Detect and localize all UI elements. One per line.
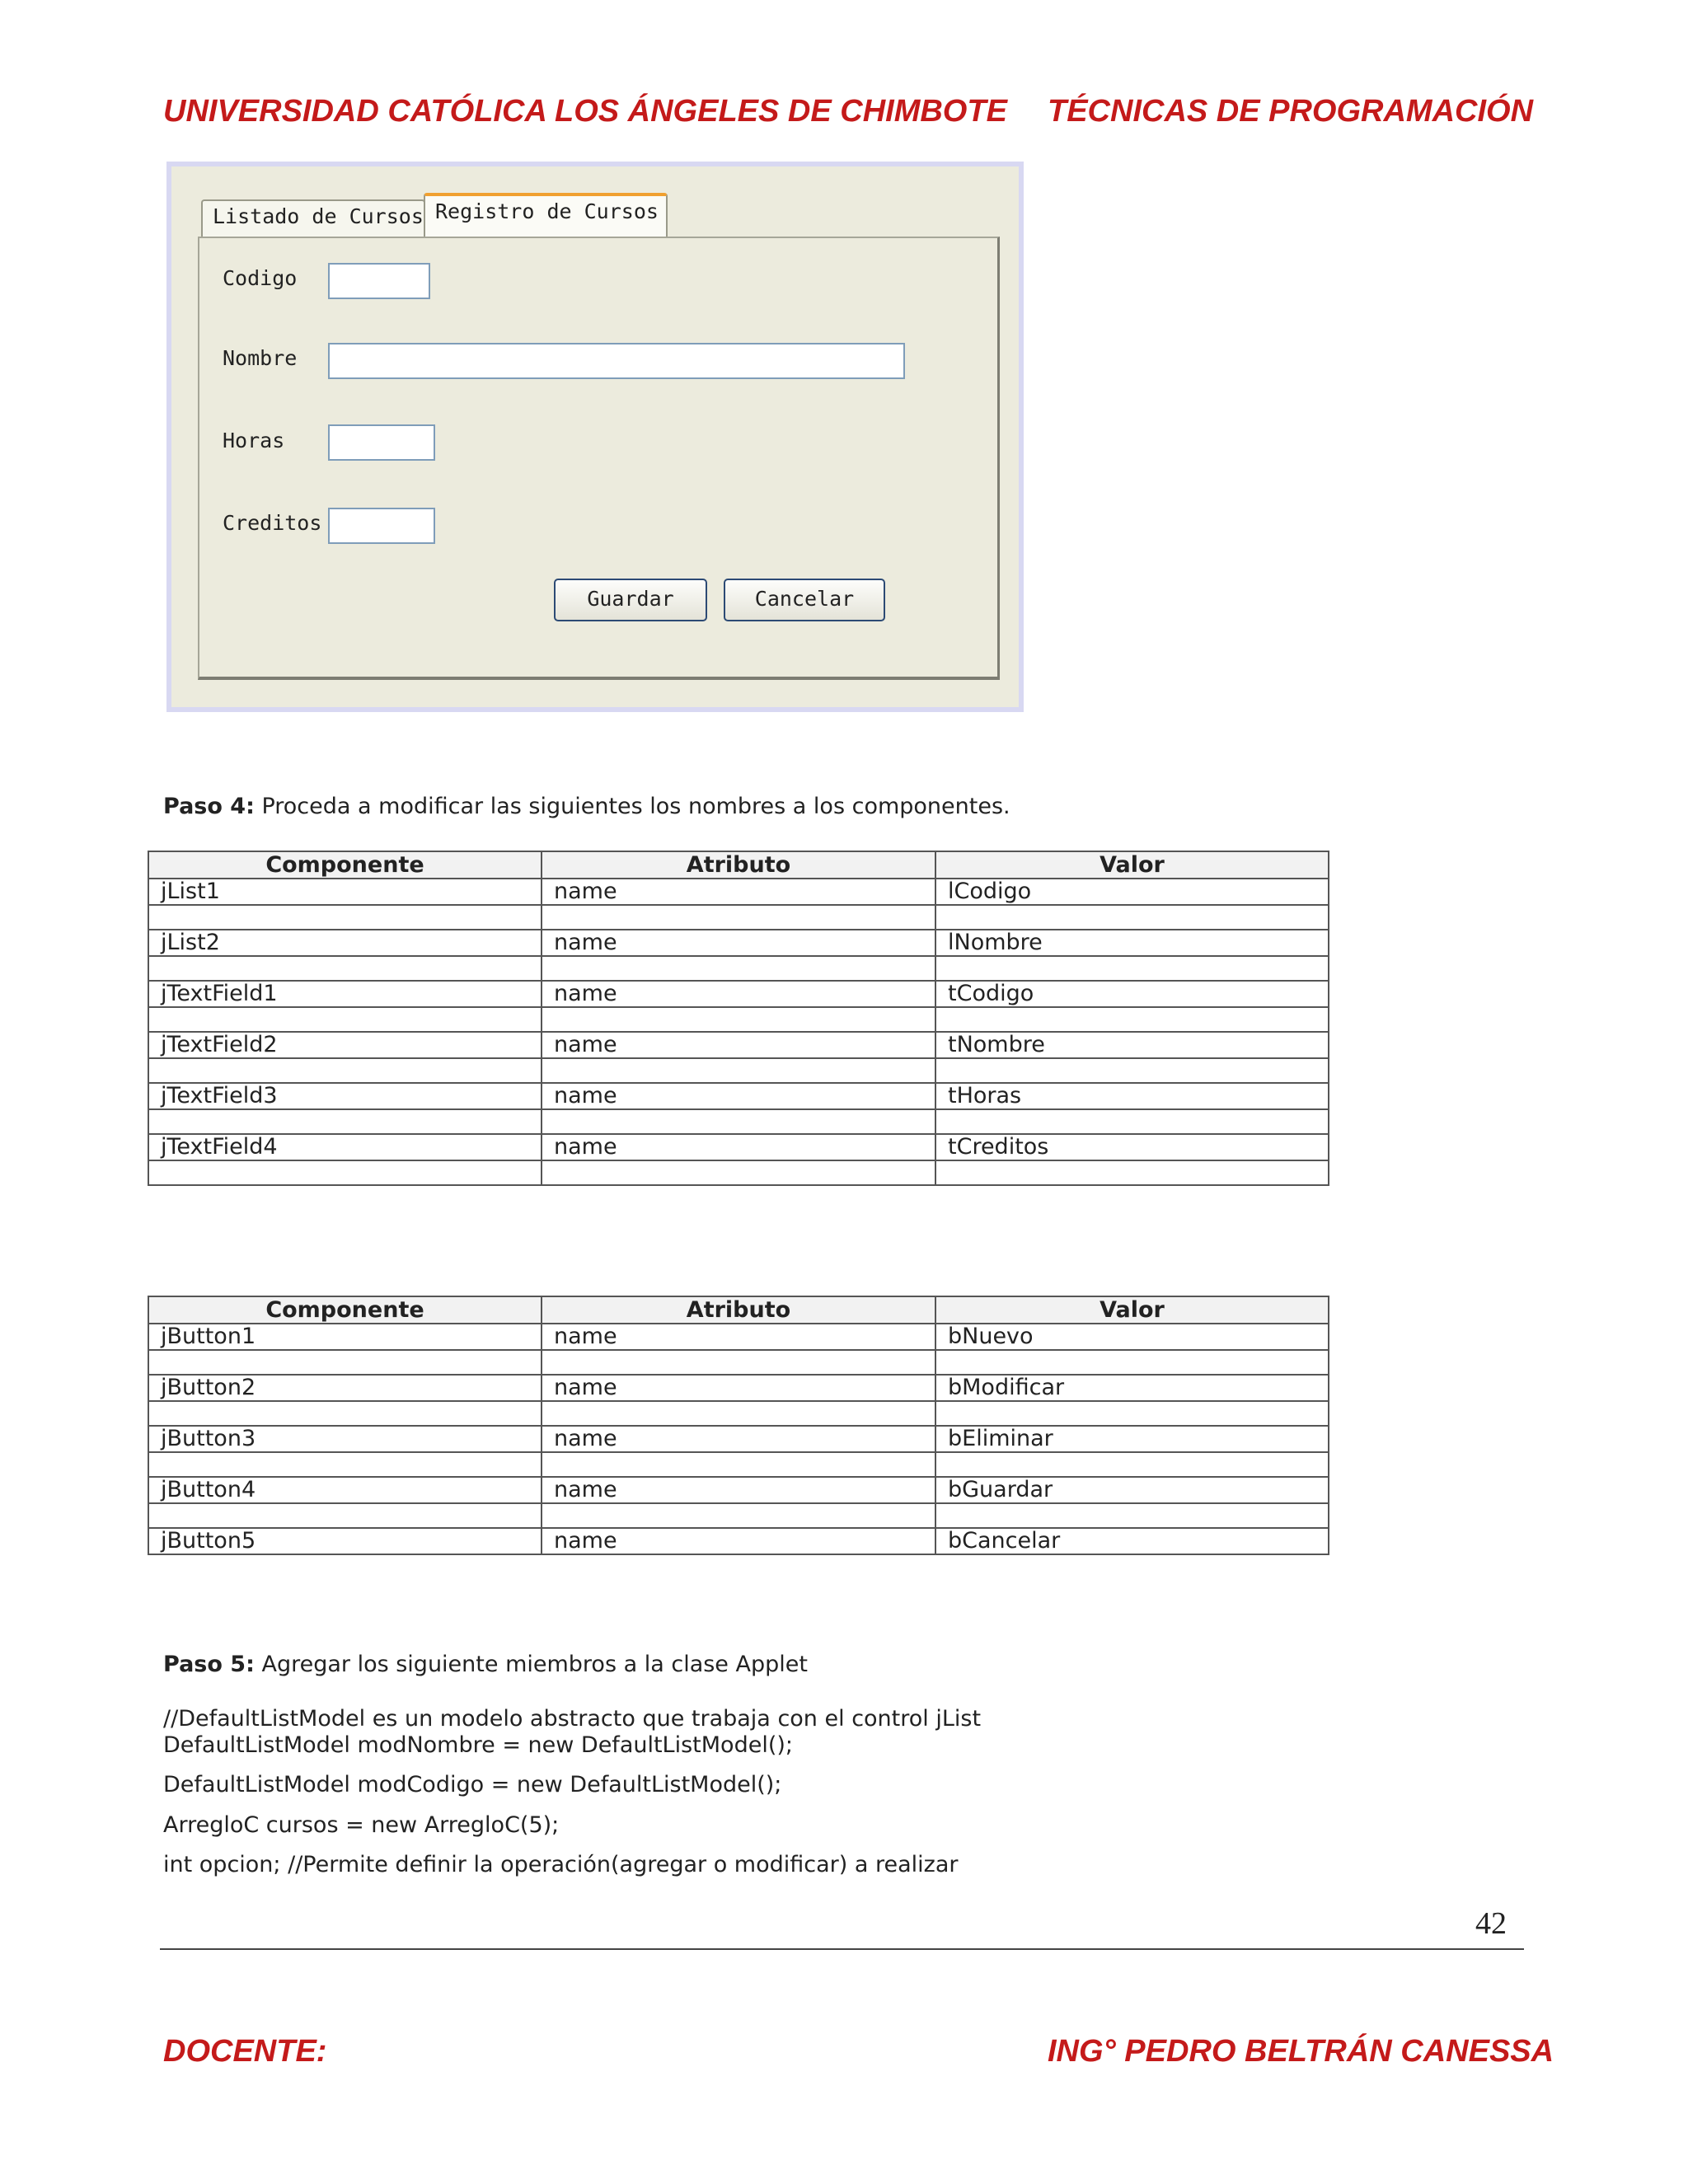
table-cell: bEliminar bbox=[935, 1426, 1329, 1452]
footer-divider bbox=[160, 1948, 1524, 1950]
table-cell bbox=[935, 905, 1329, 930]
paso4-paragraph bbox=[163, 794, 1010, 819]
nombre-input[interactable] bbox=[328, 343, 905, 379]
table-cell bbox=[935, 1109, 1329, 1134]
table-cell: jList1 bbox=[148, 879, 542, 905]
components-table-1 bbox=[148, 851, 1329, 1186]
table-cell bbox=[148, 1503, 542, 1528]
table-cell: jButton4 bbox=[148, 1477, 542, 1503]
code-line-modnombre: DefaultListModel modNombre = new DefaultListModel(); bbox=[163, 1732, 793, 1758]
creditos-input[interactable] bbox=[328, 508, 435, 544]
paso4-text: Proceda a modificar las siguientes los nombres a los componentes. bbox=[254, 794, 1010, 819]
page-number: 42 bbox=[1475, 1906, 1507, 1941]
table-cell bbox=[542, 956, 935, 981]
table-cell bbox=[935, 1007, 1329, 1032]
table-cell bbox=[148, 956, 542, 981]
table-cell: tCodigo bbox=[935, 981, 1329, 1007]
table-cell: name bbox=[542, 930, 935, 956]
footer-teacher-name: ING° PEDRO BELTRÁN CANESSA bbox=[1048, 2034, 1554, 2069]
paso4-label: Paso 4: bbox=[163, 794, 255, 819]
table-cell: bNuevo bbox=[935, 1324, 1329, 1350]
registro-panel bbox=[198, 237, 1000, 680]
header-componente: Componente bbox=[148, 1296, 542, 1324]
code-line-comment: //DefaultListModel es un modelo abstracto que trabaja con el control jList bbox=[163, 1706, 982, 1732]
table-row bbox=[148, 1503, 1329, 1528]
table-cell bbox=[542, 905, 935, 930]
table-cell: name bbox=[542, 1324, 935, 1350]
horas-label: Horas bbox=[223, 429, 285, 452]
table-row bbox=[148, 1401, 1329, 1426]
table-row bbox=[148, 1083, 1329, 1109]
table-cell bbox=[148, 1350, 542, 1375]
table-cell: jButton5 bbox=[148, 1528, 542, 1554]
table-cell: name bbox=[542, 879, 935, 905]
table-cell: bGuardar bbox=[935, 1477, 1329, 1503]
table-cell: tNombre bbox=[935, 1032, 1329, 1058]
table-header-row bbox=[148, 1296, 1329, 1324]
table-cell: lNombre bbox=[935, 930, 1329, 956]
header-atributo: Atributo bbox=[542, 1296, 935, 1324]
table-row bbox=[148, 1528, 1329, 1554]
table-row bbox=[148, 1032, 1329, 1058]
table-row bbox=[148, 1058, 1329, 1083]
horas-input[interactable] bbox=[328, 424, 435, 461]
table-cell: name bbox=[542, 1426, 935, 1452]
table-cell: name bbox=[542, 981, 935, 1007]
table-cell: bModificar bbox=[935, 1375, 1329, 1401]
header-university: UNIVERSIDAD CATÓLICA LOS ÁNGELES DE CHIMBOTE bbox=[163, 94, 1007, 129]
table-row bbox=[148, 1134, 1329, 1160]
table-cell: jButton3 bbox=[148, 1426, 542, 1452]
table-cell bbox=[148, 1109, 542, 1134]
codigo-label: Codigo bbox=[223, 266, 298, 290]
guardar-button[interactable]: Guardar bbox=[554, 579, 707, 621]
table-row bbox=[148, 1324, 1329, 1350]
table-cell bbox=[542, 1109, 935, 1134]
header-valor: Valor bbox=[935, 1296, 1329, 1324]
table-cell: name bbox=[542, 1083, 935, 1109]
table-row bbox=[148, 1452, 1329, 1477]
header-componente: Componente bbox=[148, 851, 542, 879]
table-cell bbox=[542, 1452, 935, 1477]
table-cell: jButton1 bbox=[148, 1324, 542, 1350]
code-line-cursos: ArregloC cursos = new ArregloC(5); bbox=[163, 1812, 560, 1838]
table-row bbox=[148, 905, 1329, 930]
table-row bbox=[148, 956, 1329, 981]
nombre-label: Nombre bbox=[223, 346, 298, 370]
paso5-text: Agregar los siguiente miembros a la clase Applet bbox=[254, 1652, 808, 1677]
table-row bbox=[148, 1477, 1329, 1503]
table-cell: lCodigo bbox=[935, 879, 1329, 905]
table-cell: jTextField2 bbox=[148, 1032, 542, 1058]
table-row bbox=[148, 1350, 1329, 1375]
table-cell bbox=[542, 1058, 935, 1083]
code-line-opcion: int opcion; //Permite definir la operación(agregar o modificar) a realizar bbox=[163, 1852, 959, 1877]
table-cell: bCancelar bbox=[935, 1528, 1329, 1554]
table-cell bbox=[148, 1452, 542, 1477]
table-row bbox=[148, 1375, 1329, 1401]
table-cell bbox=[542, 1503, 935, 1528]
table-cell bbox=[148, 905, 542, 930]
footer-docente: DOCENTE: bbox=[163, 2034, 327, 2069]
table-cell bbox=[542, 1350, 935, 1375]
table-cell: name bbox=[542, 1032, 935, 1058]
table-cell: name bbox=[542, 1375, 935, 1401]
table-cell bbox=[935, 1160, 1329, 1185]
table-cell bbox=[935, 1452, 1329, 1477]
table-row bbox=[148, 1109, 1329, 1134]
table-cell: name bbox=[542, 1134, 935, 1160]
table-cell bbox=[542, 1401, 935, 1426]
table-cell bbox=[148, 1160, 542, 1185]
table-cell: jTextField3 bbox=[148, 1083, 542, 1109]
table-cell bbox=[935, 956, 1329, 981]
table-cell bbox=[935, 1350, 1329, 1375]
paso5-paragraph bbox=[163, 1652, 808, 1677]
header-valor: Valor bbox=[935, 851, 1329, 879]
components-table-2 bbox=[148, 1296, 1329, 1555]
table-row bbox=[148, 1007, 1329, 1032]
table-cell bbox=[935, 1058, 1329, 1083]
table-cell: jTextField4 bbox=[148, 1134, 542, 1160]
table-cell: jButton2 bbox=[148, 1375, 542, 1401]
header-atributo: Atributo bbox=[542, 851, 935, 879]
table-cell bbox=[935, 1503, 1329, 1528]
table-cell: jTextField1 bbox=[148, 981, 542, 1007]
table-cell bbox=[542, 1007, 935, 1032]
table-header-row bbox=[148, 851, 1329, 879]
paso5-label: Paso 5: bbox=[163, 1652, 255, 1677]
table-row bbox=[148, 1426, 1329, 1452]
table-row bbox=[148, 930, 1329, 956]
table-cell bbox=[935, 1401, 1329, 1426]
form-window bbox=[171, 166, 1019, 707]
table-cell bbox=[148, 1058, 542, 1083]
header-course: TÉCNICAS DE PROGRAMACIÓN bbox=[1048, 94, 1534, 129]
table-row bbox=[148, 1160, 1329, 1185]
tab-listado-de-cursos[interactable]: Listado de Cursos bbox=[201, 199, 425, 237]
table-cell bbox=[148, 1401, 542, 1426]
table-cell: name bbox=[542, 1477, 935, 1503]
table-cell: jList2 bbox=[148, 930, 542, 956]
form-screenshot bbox=[166, 162, 1024, 712]
tab-registro-de-cursos[interactable]: Registro de Cursos bbox=[424, 193, 668, 237]
codigo-input[interactable] bbox=[328, 263, 430, 299]
table-cell: tHoras bbox=[935, 1083, 1329, 1109]
creditos-label: Creditos bbox=[223, 511, 322, 535]
table-row bbox=[148, 879, 1329, 905]
cancelar-button[interactable]: Cancelar bbox=[724, 579, 885, 621]
table-cell: name bbox=[542, 1528, 935, 1554]
table-cell: tCreditos bbox=[935, 1134, 1329, 1160]
table-cell bbox=[148, 1007, 542, 1032]
table-row bbox=[148, 981, 1329, 1007]
code-line-modcodigo: DefaultListModel modCodigo = new DefaultListModel(); bbox=[163, 1772, 782, 1797]
table-cell bbox=[542, 1160, 935, 1185]
